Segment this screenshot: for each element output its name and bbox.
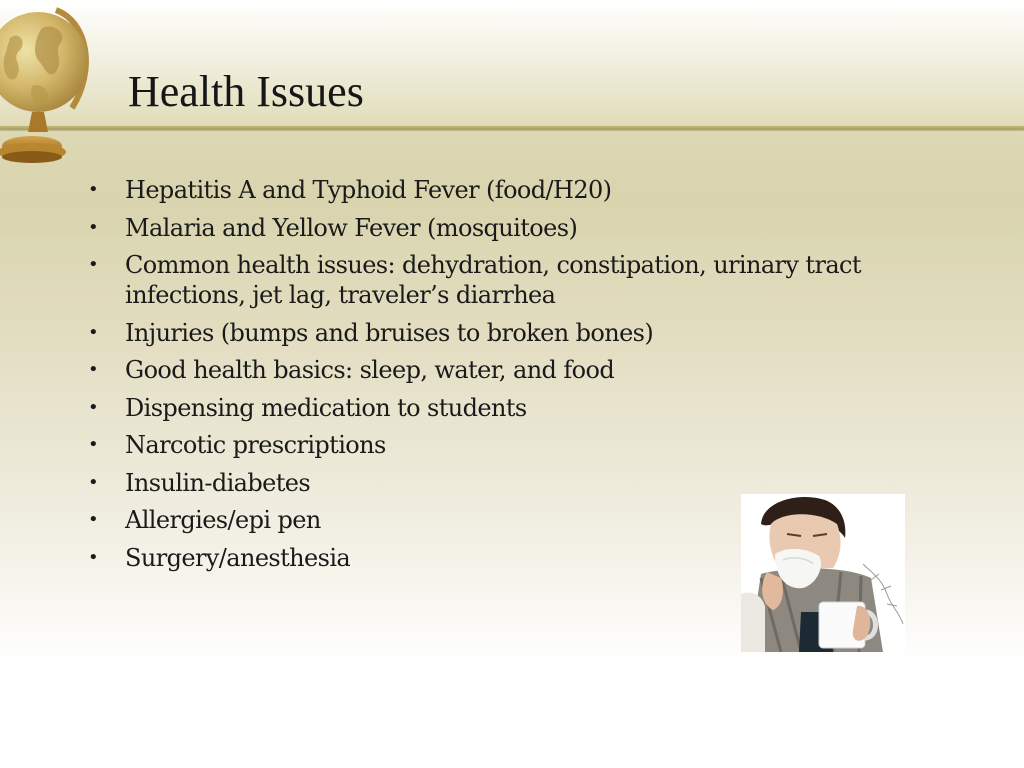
list-item-text: Surgery/anesthesia bbox=[125, 543, 351, 572]
list-item bbox=[88, 393, 908, 423]
list-item bbox=[88, 355, 908, 385]
list-item bbox=[88, 468, 908, 498]
bullet-dot: • bbox=[88, 216, 99, 238]
bullet-dot: • bbox=[88, 359, 99, 380]
bullet-dot: • bbox=[88, 509, 99, 530]
list-item-text: Insulin-diabetes bbox=[125, 468, 311, 497]
sick-person-photo bbox=[741, 494, 905, 652]
list-item bbox=[88, 213, 908, 243]
bullet-dot: • bbox=[88, 321, 99, 343]
list-item-text: Injuries (bumps and bruises to broken bones) bbox=[125, 318, 654, 347]
list-item-text: Hepatitis A and Typhoid Fever (food/H20) bbox=[125, 176, 612, 204]
bullet-dot: • bbox=[88, 546, 99, 568]
list-item-text: Narcotic prescriptions bbox=[125, 431, 386, 459]
bullet-dot: • bbox=[88, 254, 99, 275]
list-item bbox=[88, 430, 908, 460]
slide-title: Health Issues bbox=[128, 67, 364, 116]
list-item-text: Allergies/epi pen bbox=[125, 506, 321, 534]
list-item bbox=[88, 175, 908, 205]
bullet-dot: • bbox=[88, 471, 99, 493]
list-item bbox=[88, 318, 908, 348]
bullet-dot: • bbox=[88, 396, 99, 418]
list-item-text: Dispensing medication to students bbox=[125, 393, 527, 422]
title-divider bbox=[0, 126, 1024, 130]
list-item-text: Common health issues: dehydration, constipation, urinary tract infections, jet lag, traveler’s diarrhea bbox=[125, 251, 861, 309]
list-item-text: Good health basics: sleep, water, and food bbox=[125, 356, 615, 384]
list-item bbox=[88, 250, 908, 310]
list-item-text: Malaria and Yellow Fever (mosquitoes) bbox=[125, 213, 578, 242]
bullet-dot: • bbox=[88, 179, 99, 200]
globe-icon bbox=[0, 0, 98, 170]
bullet-dot: • bbox=[88, 434, 99, 455]
